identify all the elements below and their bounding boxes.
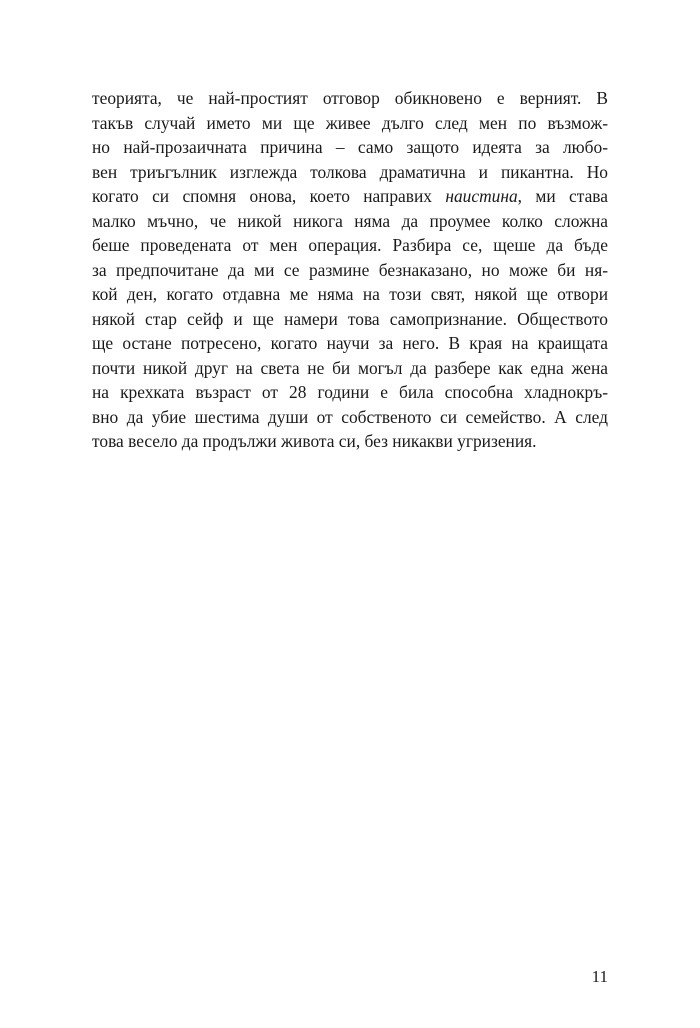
text-line: някой стар сейф и ще намери това самопризнание. Обществото xyxy=(92,308,608,329)
text-segment: когато си спомня онова, което направих xyxy=(92,186,446,206)
text-line: такъв случай името ми ще живее дълго след мен по възмож- xyxy=(92,112,608,133)
text-line: почти никой друг на света не би могъл да разбере как една жена xyxy=(92,357,608,378)
text-segment: , ми става xyxy=(517,186,608,206)
body-text xyxy=(92,86,608,454)
text-line: теорията, че най-простият отговор обикновено е верният. В xyxy=(92,88,608,108)
page-number: 11 xyxy=(591,967,608,986)
text-line: това весело да продължи живота си, без никакви угризения. xyxy=(92,431,537,451)
text-line: за предпочитане да ми се размине безнаказано, но може би ня- xyxy=(92,259,608,280)
text-line: беше проведената от мен операция. Разбира се, щеше да бъде xyxy=(92,235,608,255)
text-line: но най-прозаичната причина – само защото идеята за любо- xyxy=(92,137,608,157)
italic-word: наистина xyxy=(445,186,518,206)
text-line: малко мъчно, че никой никога няма да проумее колко сложна xyxy=(92,210,608,231)
text-line: ще остане потресено, когато научи за него. В края на краищата xyxy=(92,333,608,353)
text-line: кой ден, когато отдавна ме няма на този свят, някой ще отвори xyxy=(92,284,608,304)
text-line: на крехката възраст от 28 години е била способна хладнокръ- xyxy=(92,382,608,402)
text-line: вен триъгълник изглежда толкова драматична и пикантна. Но xyxy=(92,161,608,182)
text-line: вно да убие шестима души от собственото си семейство. А след xyxy=(92,406,608,427)
text-line-with-italic xyxy=(92,184,608,209)
